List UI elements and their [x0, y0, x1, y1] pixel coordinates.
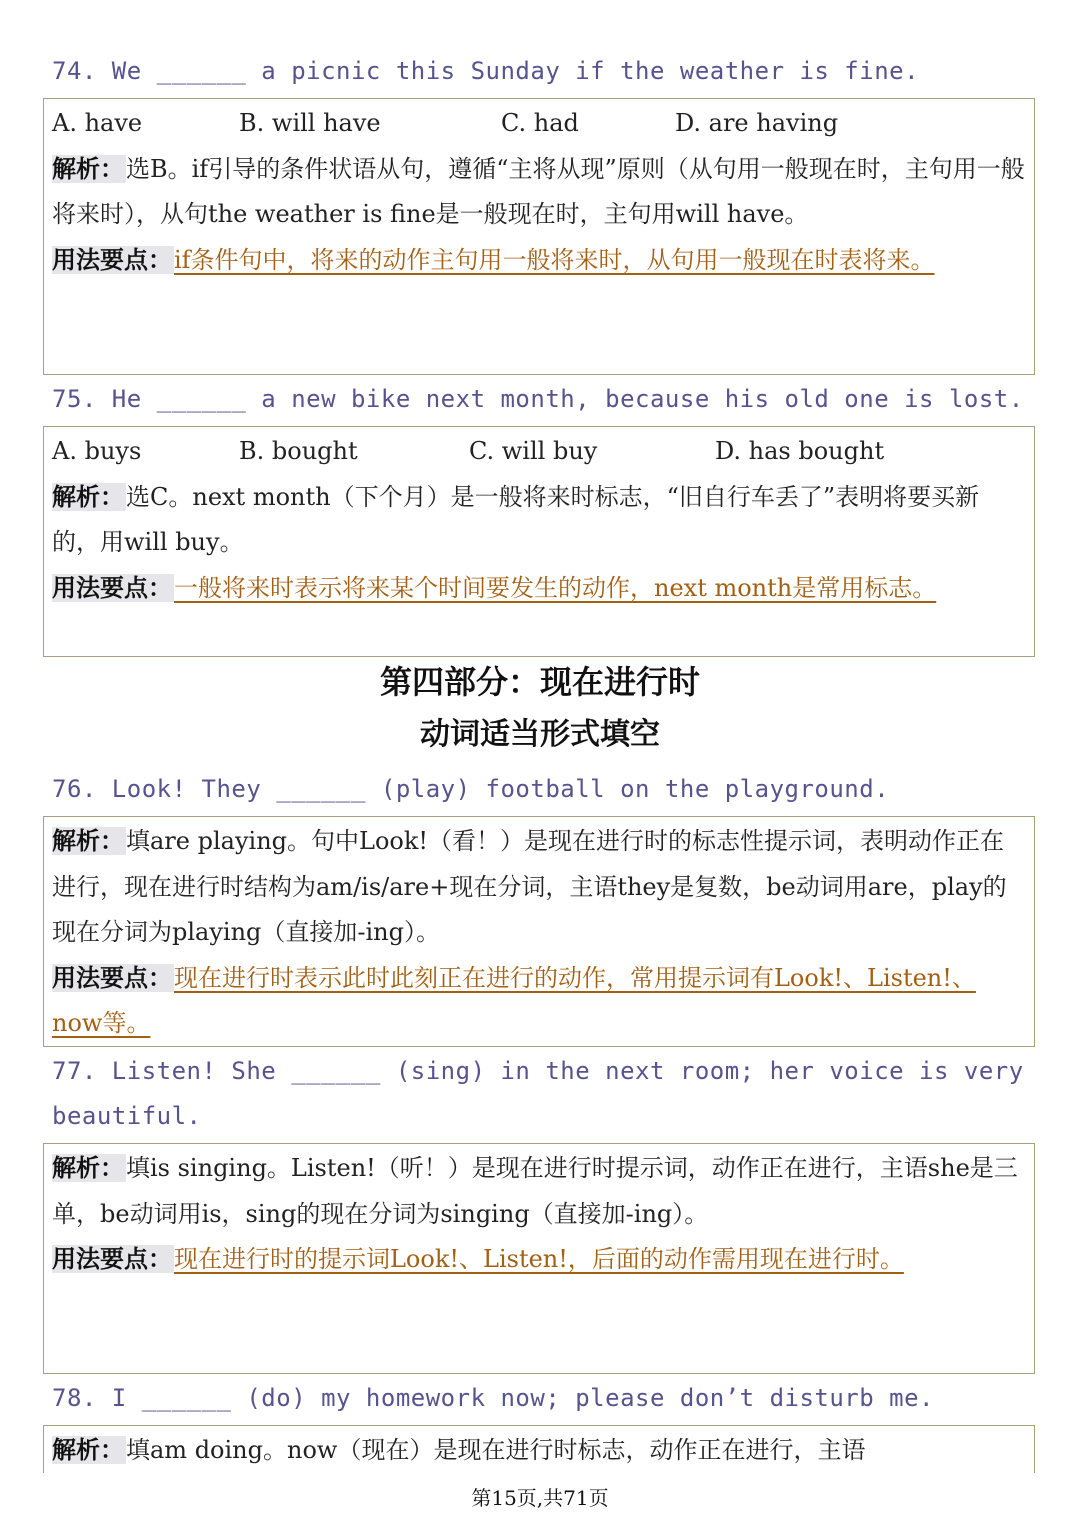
section-subtitle: 动词适当形式填空: [420, 717, 660, 752]
answer-box-78: [43, 1425, 1035, 1473]
answer-box-74: [43, 98, 1035, 375]
analysis-text: 填is singing。Listen!（听！）是现在进行时提示词，动作正在进行，主语she是三单，be动词用is，sing的现在分词为singing（直接加-ing）。: [52, 1154, 1018, 1228]
question-74: 74. We ______ a picnic this Sunday if the weather is fine.: [52, 57, 920, 85]
question-75: 75. He ______ a new bike next month, because his old one is lost.: [52, 385, 1024, 413]
usage-label: 用法要点：: [52, 245, 172, 274]
analysis-74: [52, 147, 1026, 238]
analysis-text: 填are playing。句中Look!（看！）是现在进行时的标志性提示词，表明动作正在进行，现在进行时结构为am/is/are+现在分词，主语they是复数，be动词用are，play的现在分词为playing（直接加-ing）。: [52, 827, 1007, 946]
options-74: [52, 101, 1026, 147]
usage-label: 用法要点：: [52, 963, 172, 992]
options-75: [52, 429, 1026, 475]
option-d: D. has bought: [715, 437, 885, 465]
analysis-label: 解析：: [52, 1154, 124, 1182]
usage-label: 用法要点：: [52, 1245, 172, 1273]
section-title: 第四部分：现在进行时: [379, 663, 700, 701]
question-77: 77. Listen! She ______ (sing) in the next room; her voice is very beautiful.: [52, 1057, 1024, 1130]
option-a: A. buys: [52, 437, 142, 465]
answer-box-77: [43, 1143, 1035, 1374]
analysis-label: 解析：: [52, 827, 124, 855]
option-c: C. had: [501, 109, 579, 137]
analysis-76: [52, 819, 1026, 956]
option-b: B. bought: [239, 437, 358, 465]
usage-text: 现在进行时表示此时此刻正在进行的动作，常用提示词有Look!、Listen!、now等。: [52, 963, 976, 1037]
question-78: 78. I ______ (do) my homework now; please don’t disturb me.: [52, 1384, 935, 1412]
question-76: 76. Look! They ______ (play) football on the playground.: [52, 775, 890, 803]
usage-text: 一般将来时表示将来某个时间要发生的动作，next month是常用标志。: [174, 573, 937, 602]
usage-75: [52, 566, 1026, 612]
analysis-text: 填am doing。now（现在）是现在进行时标志，动作正在进行，主语: [126, 1436, 866, 1464]
usage-text: if条件句中，将来的动作主句用一般将来时，从句用一般现在时表将来。: [174, 245, 935, 274]
analysis-text: 选C。next month（下个月）是一般将来时标志，“旧自行车丢了”表明将要买新的，用will buy。: [52, 482, 980, 556]
usage-77: [52, 1237, 1026, 1283]
option-d: D. are having: [675, 109, 839, 137]
usage-text: 现在进行时的提示词Look!、Listen!，后面的动作需用现在进行时。: [174, 1245, 904, 1273]
option-c: C. will buy: [469, 437, 598, 465]
answer-box-75: [43, 426, 1035, 657]
analysis-77: [52, 1146, 1026, 1237]
analysis-label: 解析：: [52, 1436, 124, 1464]
option-a: A. have: [52, 109, 143, 137]
analysis-75: [52, 475, 1026, 566]
analysis-text: 选B。if引导的条件状语从句，遵循“主将从现”原则（从句用一般现在时，主句用一般将来时），从句the weather is fine是一般现在时，主句用will have。: [52, 154, 1025, 228]
option-b: B. will have: [239, 109, 381, 137]
analysis-78: [52, 1428, 1026, 1473]
page-number: 第15页,共71页: [471, 1486, 609, 1510]
usage-74: [52, 238, 1026, 284]
usage-76: [52, 956, 1026, 1047]
usage-label: 用法要点：: [52, 573, 172, 602]
analysis-label: 解析：: [52, 482, 124, 511]
answer-box-76: [43, 816, 1035, 1047]
analysis-label: 解析：: [52, 154, 124, 183]
